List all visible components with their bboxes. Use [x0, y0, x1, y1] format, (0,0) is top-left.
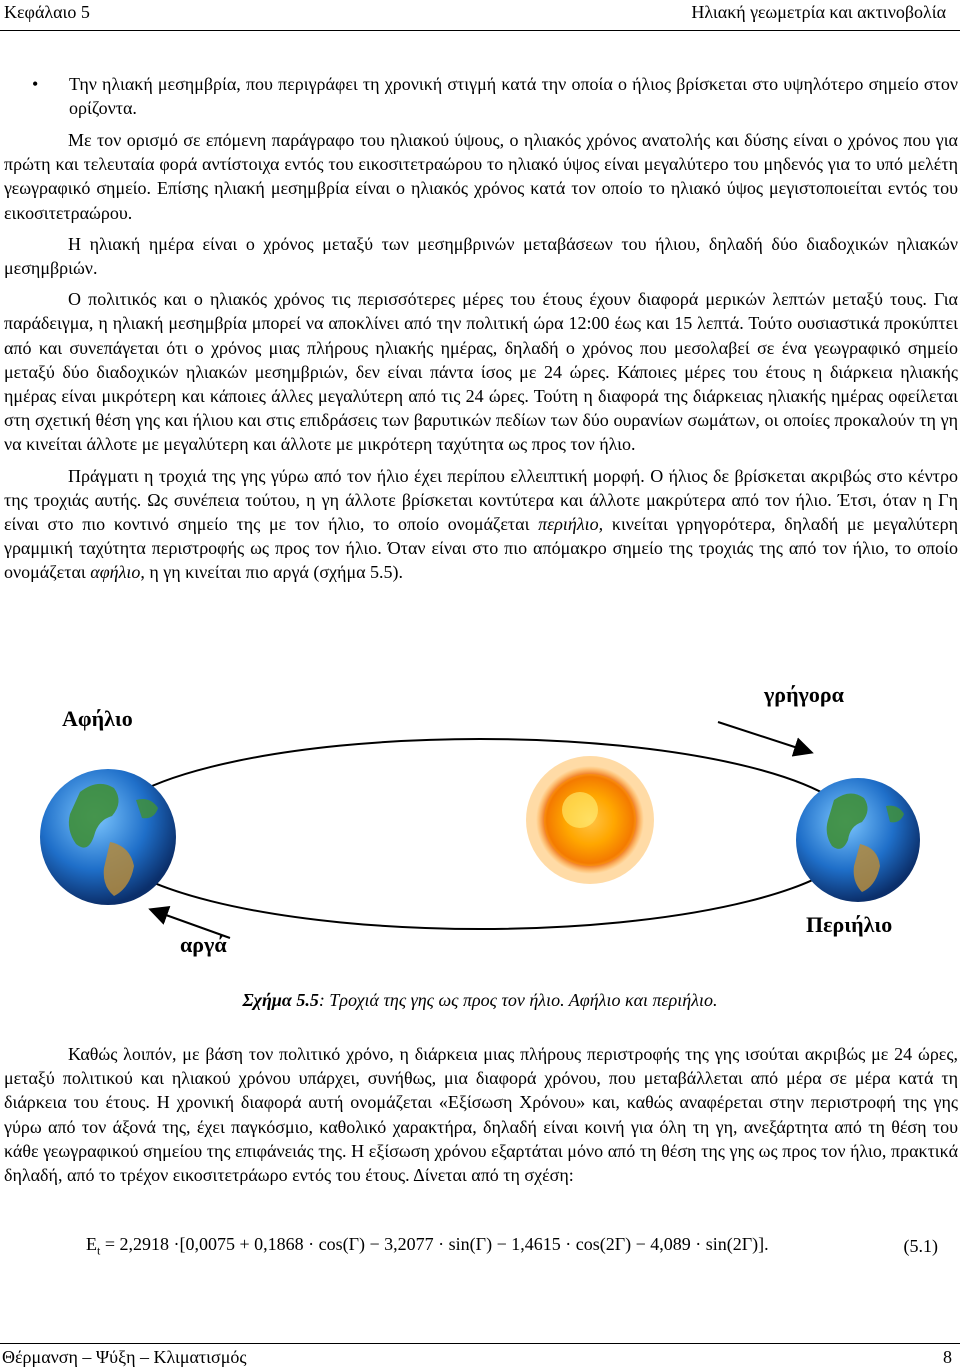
chapter-topic: Ηλιακή γεωμετρία και ακτινοβολία: [691, 2, 946, 22]
equation-number: (5.1): [903, 1236, 938, 1256]
chapter-label: Κεφάλαιο 5: [4, 2, 90, 22]
paragraph-orbit: [4, 464, 958, 585]
orbit-figure: [40, 682, 920, 982]
orbit-text-b: κινείται γρηγορότερα, δηλαδή με μεγαλύτερη γραμμική ταχύτητα περιστροφής ως προς τον ήλιο. Όταν είναι στο πιο απόμακρο σημείο της τροχιάς της από τον ήλιο, το οποίο ονομάζεται: [4, 514, 958, 583]
paragraph-solar-times: Με τον ορισμό σε επόμενη παράγραφο του ηλιακού ύψους, ο ηλιακός χρόνος ανατολής και δύσης είναι ο χρόνος που για πρώτη και τελευταία φορά αντίστοιχα εντός του εικοσιτετραώρου το ηλιακό ύψος είναι μεγαλύτερο του μηδενός για το υπό μελέτη γεωγραφικό σημείο. Επίσης ηλιακή μεσημβρία είναι ο ηλιακός χρόνος κατά τον οποίο το ηλιακό ύψος μεγιστοποιείται εντός του εικοσιτετραώρου.: [4, 130, 958, 223]
aphelion-label: Αφήλιο: [62, 706, 133, 731]
page-number: 8: [943, 1347, 952, 1367]
fast-label: γρήγορα: [764, 682, 844, 707]
slow-label: αργά: [180, 932, 227, 957]
aphelion-term: αφήλιο: [90, 562, 141, 583]
bullet-text: Την ηλιακή μεσημβρία, που περιγράφει τη χρονική στιγμή κατά την οποία ο ήλιος βρίσκεται στο υψηλότερο σημείο στον ορίζοντα.: [69, 74, 958, 118]
footer-divider: [0, 1343, 960, 1344]
orbit-diagram: [40, 682, 920, 982]
figure-caption: [0, 990, 960, 1011]
orbit-text-a: Πράγματι η τροχιά της γης γύρω από τον ήλιο έχει περίπου ελλειπτική μορφή. Ο ήλιος δε βρίσκεται ακριβώς στο κέντρο της τροχιάς αυτής. Ως συνέπεια τούτου, η γη άλλοτε βρίσκεται κοντύτερα και άλλοτε μακρύτερα από τον ήλιο. Έτσι, όταν η Γη είναι στο πιο κοντινό σημείο της με τον ήλιο, το οποίο ονομάζεται: [4, 465, 958, 535]
orbit-path: [100, 739, 860, 929]
sun-icon: [526, 756, 654, 884]
paragraph-civil-vs-solar: Ο πολιτικός και ο ηλιακός χρόνος τις περισσότερες μέρες του έτους έχουν διαφορά μερικών λεπτών μεταξύ τους. Για παράδειγμα, η ηλιακή μεσημβρία μπορεί να αποκλίνει από την πολιτική ώρα 12:00 έως και 15 λεπτά. Τούτο ουσιαστικά προκύπτει από και συνεπάγεται ότι ο χρόνος μιας πλήρους ηλιακής ημέρας, δηλαδή ο χρόνος που μεσολαβεί σε ένα γεωγραφικό σημείο μεταξύ δύο διαδοχικών ηλιακών μεσημβριών, δεν είναι πάντα ίσος με 24 ώρες. Κάποιες μέρες του έτους η διάρκεια ηλιακής ημέρας είναι μικρότερη και κάποιες άλλες μεγαλύτερη από τις 24 ώρες. Τούτη η διαφορά της διάρκειας ηλιακής ημέρας οφείλεται στη σχετική θέση γης και ήλιου και στις επιδράσεις των βαρυτικών πεδίων των δύο ουρανίων σωμάτων, οι οποίες προκαλούν τη γη να κινείται άλλοτε με μεγαλύτερη και άλλοτε με μικρότερη ταχύτητα ως προς τον ήλιο.: [4, 289, 958, 455]
paragraph-solar-day: Η ηλιακή ημέρα είναι ο χρόνος μεταξύ των μεσημβρινών μεταβάσεων του ήλιου, δηλαδή δύο διαδοχικών ηλιακών μεσημβριών.: [4, 233, 958, 279]
equation-lhs: E: [86, 1234, 97, 1254]
paragraph-equation-of-time: Καθώς λοιπόν, με βάση τον πολιτικό χρόνο, η διάρκεια μιας πλήρους περιστροφής της γης ισούται ακριβώς με 24 ώρες, μεταξύ πολιτικού και ηλιακού χρόνου υπάρχει, συνήθως, μια διαφορά χρόνου, που μεταβάλλεται από μέρα σε μέρα κατά τη διάρκεια του έτους. Η χρονική διαφορά αυτή ονομάζεται «Εξίσωση Χρόνου» και, καθώς αναφέρεται στην περιστροφή της γης γύρω από τον άξονά της, έχει παγκόσμιο, καθολικό χαρακτήρα, δηλαδή είναι κοινή για όλη τη γη, ανεξάρτητα από τη θέση του κάθε γεωγραφικού σημείου της επιφάνειάς της. Η εξίσωση χρόνου εξαρτάται μόνο από τη θέση της γης ως προς τον ήλιο, πρακτικά δηλαδή, από το τρέχον εικοσιτετράωρο εντός του έτους. Δίνεται από τη σχέση:: [4, 1044, 958, 1186]
equation-of-time: [86, 1234, 769, 1259]
equation-rhs: = 2,2918 ·[0,0075 + 0,1868 · cos(Γ) − 3,2077 · sin(Γ) − 1,4615 · cos(2Γ) − 4,089 · sin(2Γ)].: [104, 1234, 769, 1254]
text-block-bottom: [4, 1042, 958, 1187]
header-divider: [0, 30, 960, 31]
fast-arrow: [718, 722, 810, 752]
equation-lhs-subscript: t: [97, 1243, 101, 1258]
orbit-text-c: , η γη κινείται πιο αργά (σχήμα 5.5).: [140, 562, 404, 583]
earth-icon-perihelion: [796, 778, 920, 902]
perihelion-term: περιήλιο,: [538, 514, 604, 535]
bullet-item: [4, 72, 958, 120]
footer-title: Θέρμανση – Ψύξη – Κλιματισμός: [2, 1347, 247, 1367]
caption-number: Σχήμα 5.5: [242, 990, 319, 1010]
text-block-top: [4, 128, 958, 585]
perihelion-label: Περιήλιο: [806, 912, 893, 937]
bullet-icon: •: [32, 74, 39, 94]
caption-text: : Τροχιά της γης ως προς τον ήλιο. Αφήλιο και περιήλιο.: [318, 990, 718, 1010]
earth-icon-aphelion: [40, 769, 176, 905]
